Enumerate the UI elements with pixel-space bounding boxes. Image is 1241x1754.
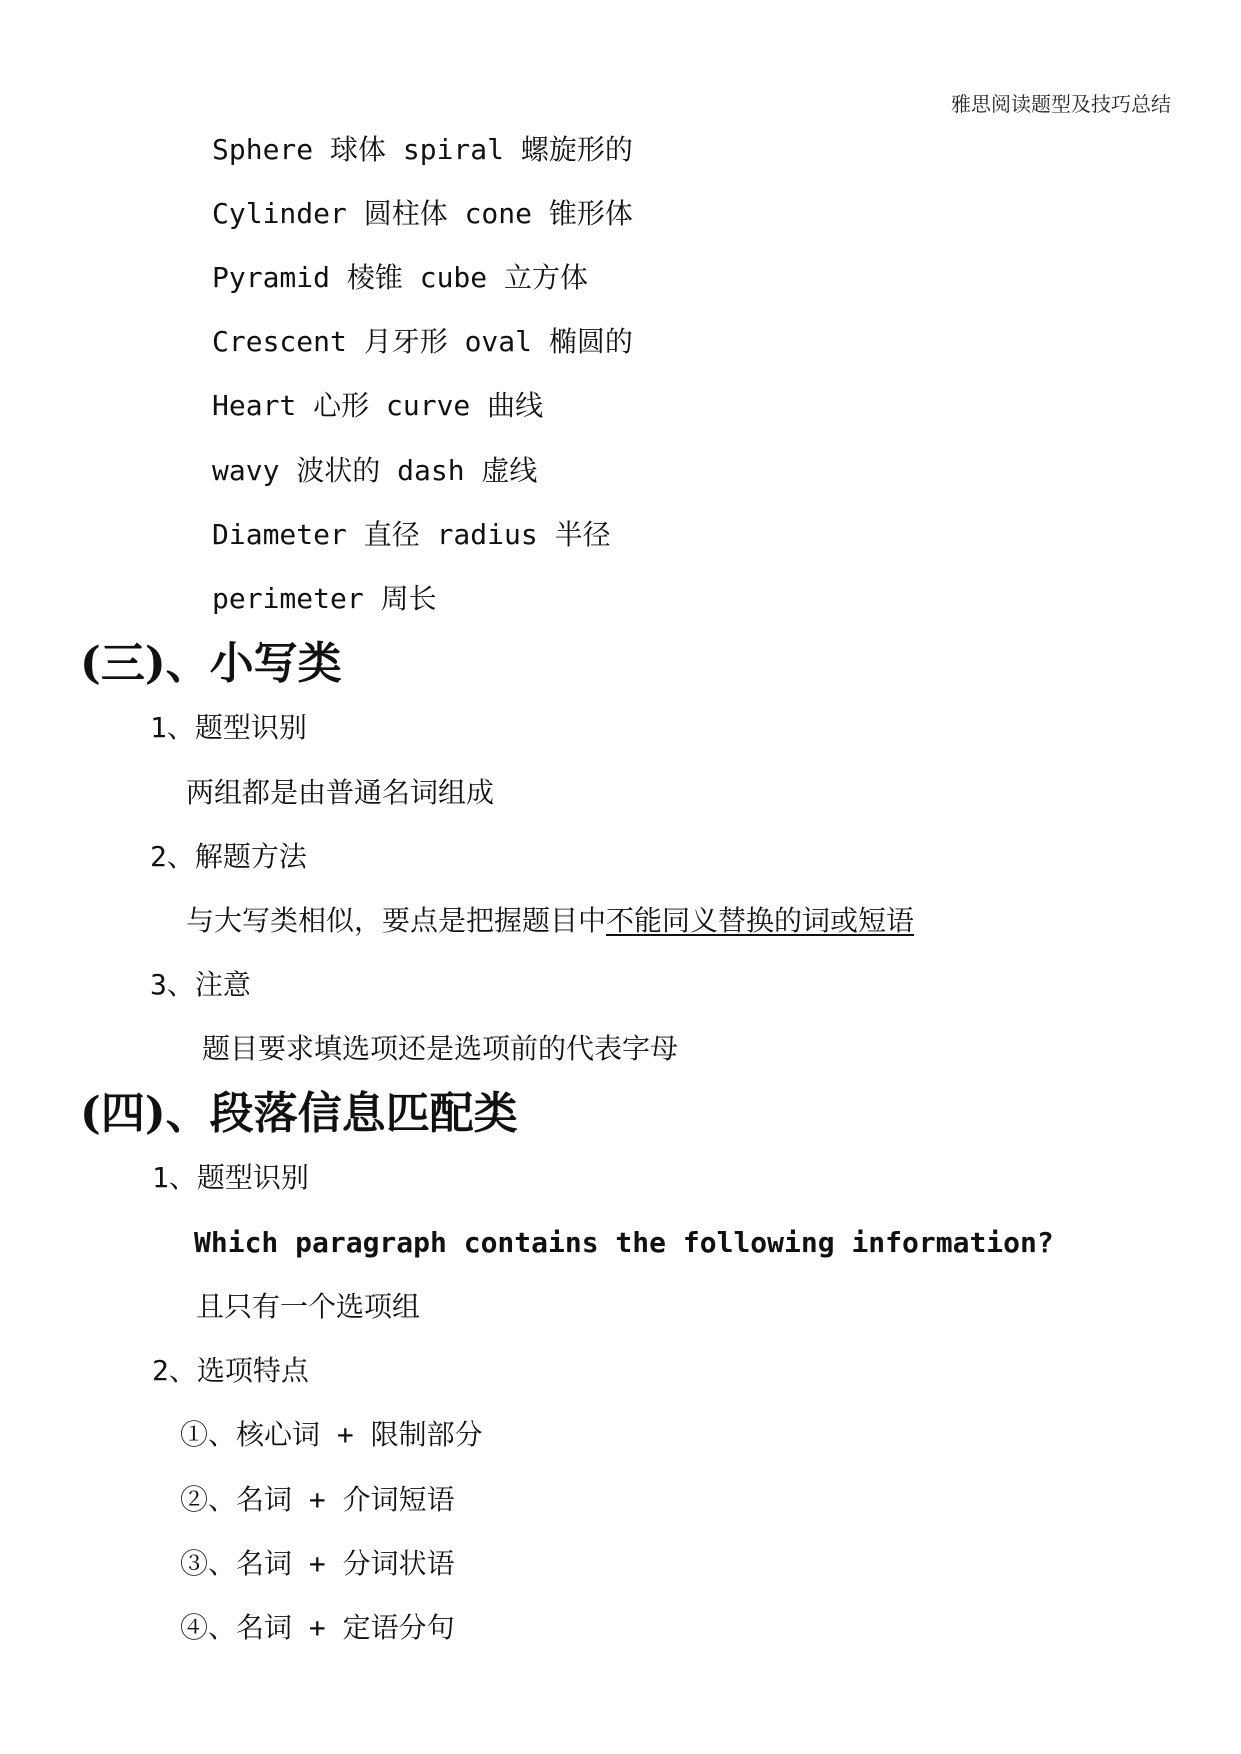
section3-item2-title: 2、解题方法 (150, 840, 307, 873)
item2-text-underlined: 不能同义替换的词或短语 (606, 904, 915, 937)
section3-item3-title: 3、注意 (150, 968, 251, 1001)
vocab-line: Cylinder 圆柱体 cone 锥形体 (212, 197, 633, 230)
vocab-line: Sphere 球体 spiral 螺旋形的 (212, 133, 633, 166)
feature-item: ③、名词 + 分词状语 (180, 1547, 455, 1580)
running-header: 雅思阅读题型及技巧总结 (951, 92, 1171, 116)
section3-item2-text (186, 903, 914, 939)
vocab-line: Diameter 直径 radius 半径 (212, 518, 611, 551)
vocab-line: Pyramid 棱锥 cube 立方体 (212, 261, 589, 294)
section3-item1-title: 1、题型识别 (150, 711, 307, 744)
vocab-line: wavy 波状的 dash 虚线 (212, 454, 538, 487)
item2-text-plain: 与大写类相似，要点是把握题目中 (186, 904, 607, 937)
section4-item2-title: 2、选项特点 (152, 1354, 309, 1387)
section4-item1-note: 且只有一个选项组 (196, 1290, 421, 1323)
section4-item1-title: 1、题型识别 (152, 1161, 309, 1194)
feature-item: ①、核心词 + 限制部分 (180, 1418, 483, 1451)
section3-item3-text: 题目要求填选项还是选项前的代表字母 (202, 1032, 679, 1065)
section4-item1-question: Which paragraph contains the following information? (194, 1226, 1054, 1259)
feature-item: ④、名词 + 定语分句 (180, 1611, 455, 1644)
section3-heading: (三)、小写类 (80, 638, 342, 689)
vocab-line: perimeter 周长 (212, 582, 437, 615)
section3-item1-text: 两组都是由普通名词组成 (186, 776, 495, 809)
section4-heading: (四)、段落信息匹配类 (80, 1088, 518, 1139)
vocab-line: Heart 心形 curve 曲线 (212, 389, 544, 422)
feature-item: ②、名词 + 介词短语 (180, 1483, 455, 1516)
vocab-line: Crescent 月牙形 oval 椭圆的 (212, 325, 633, 358)
